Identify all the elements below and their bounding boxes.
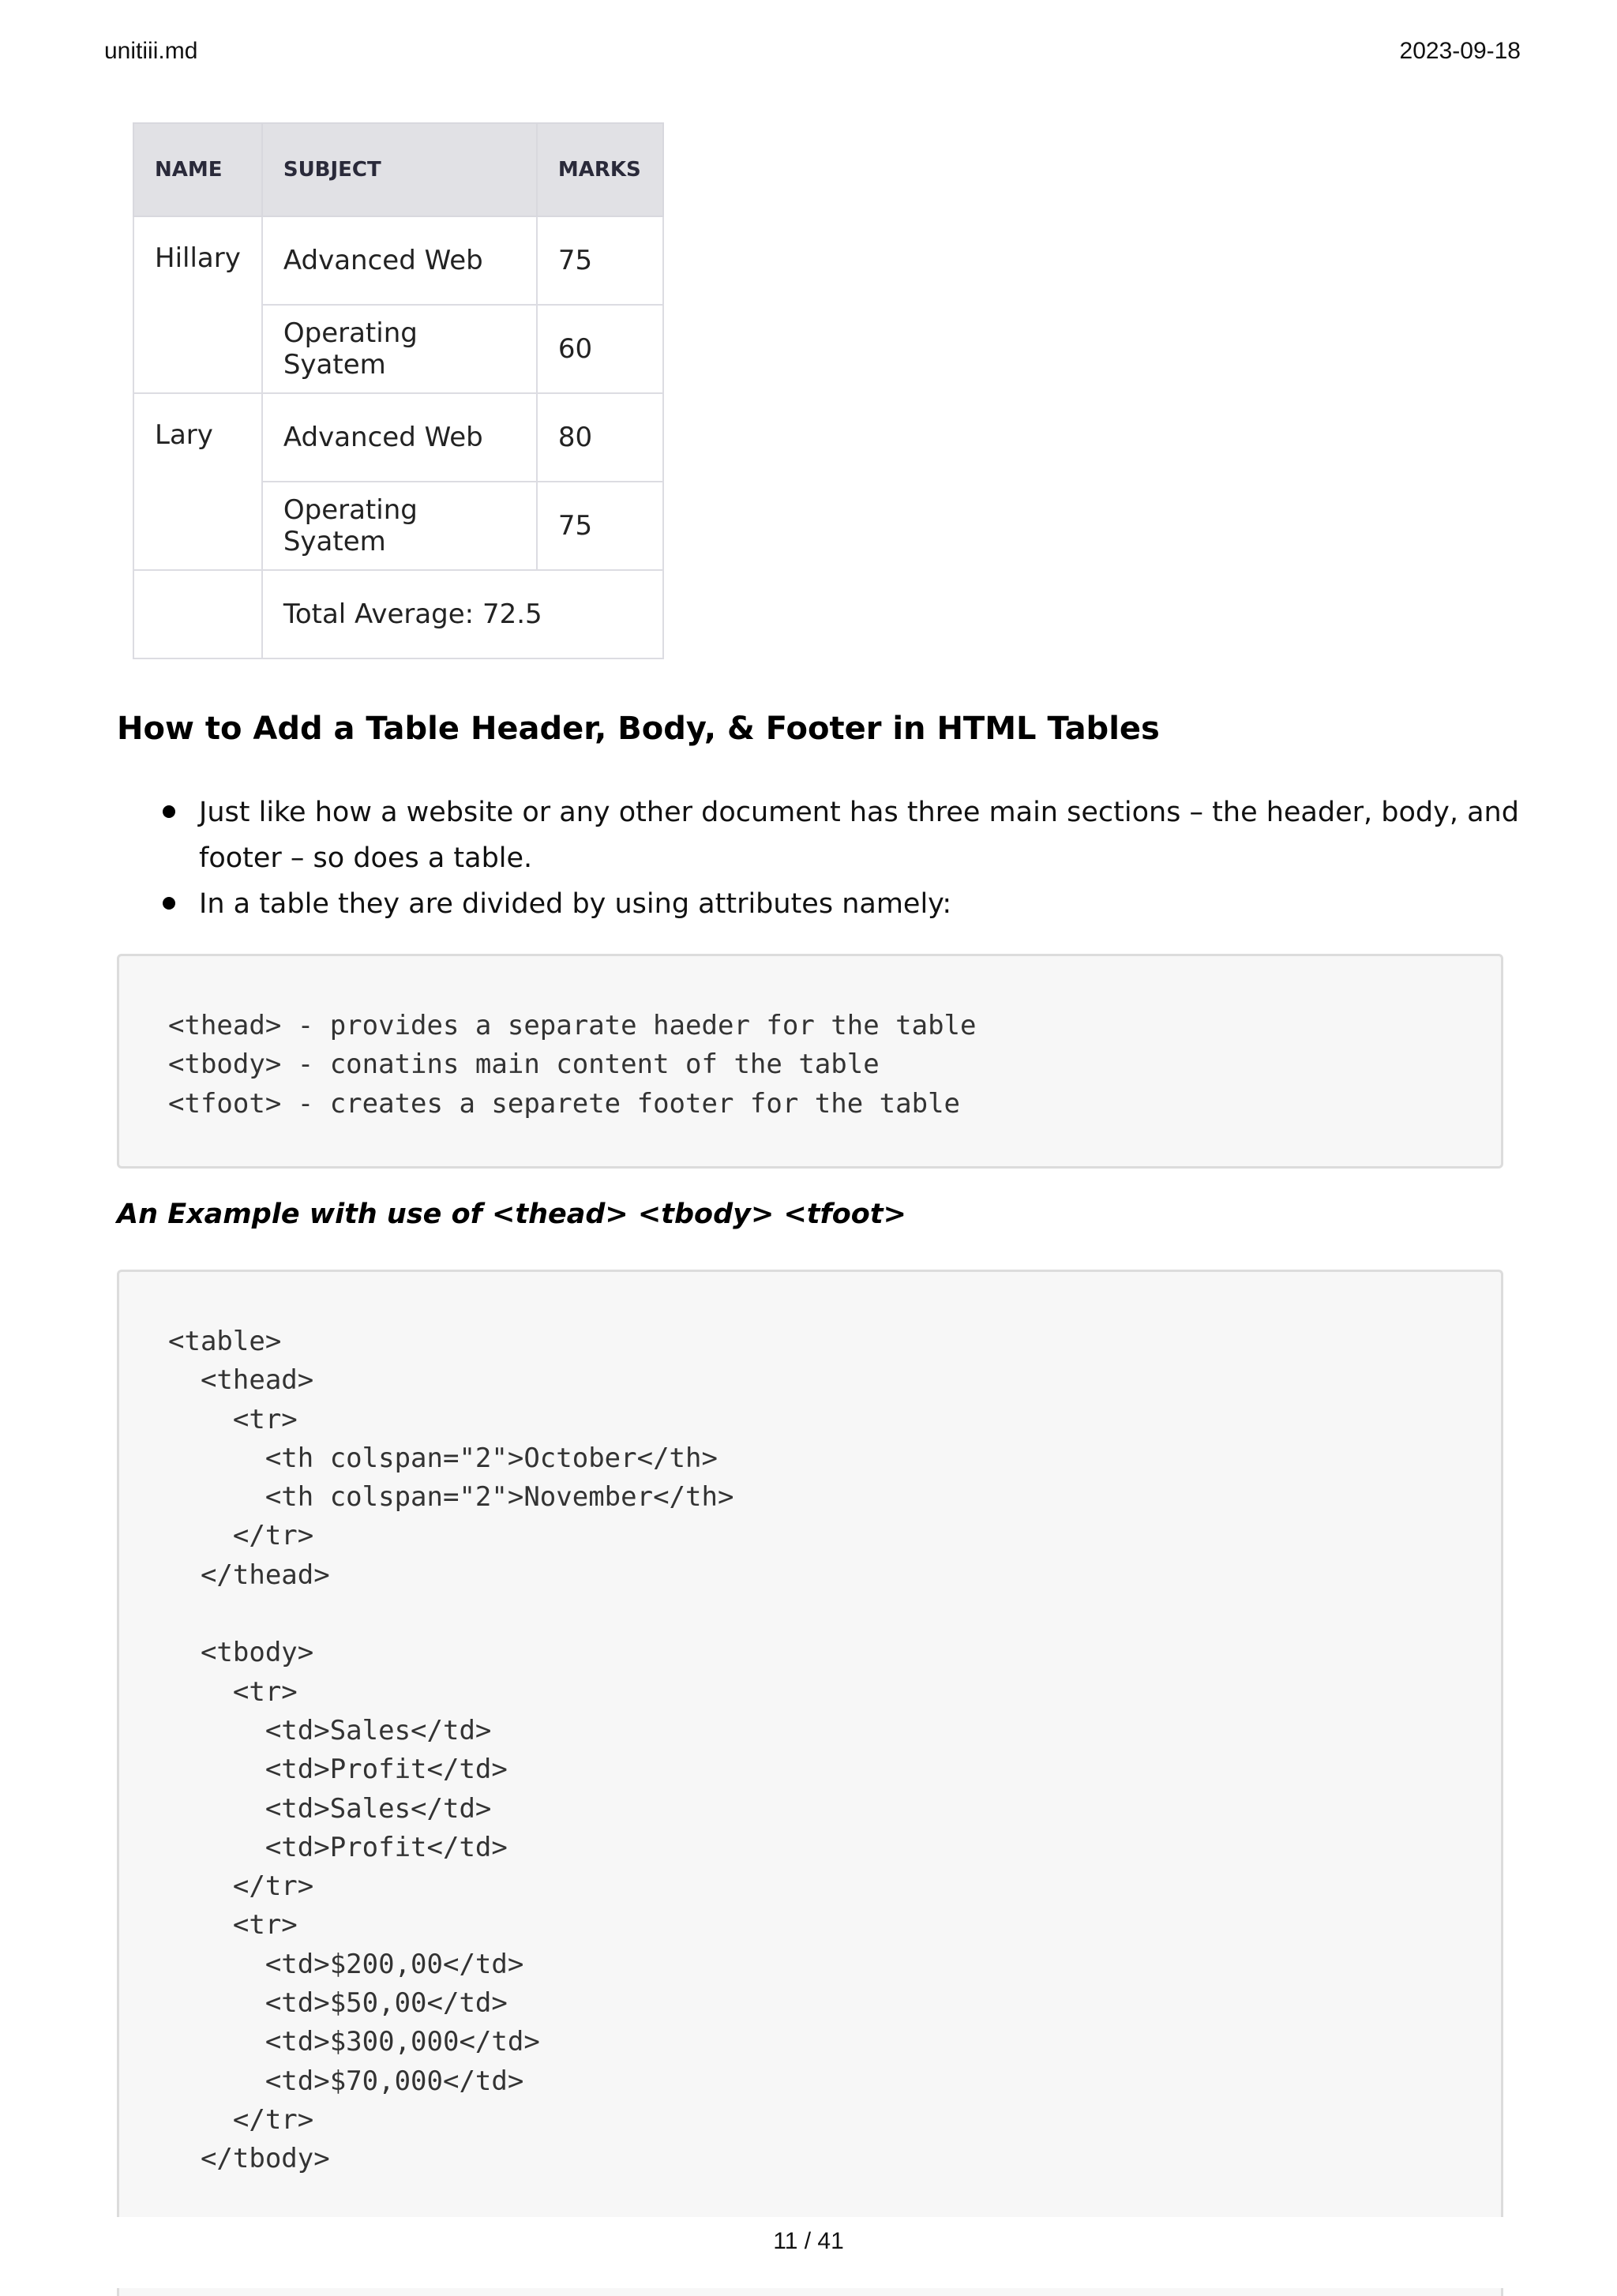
table-footer-row — [133, 570, 663, 658]
document-date: 2023-09-18 — [1399, 38, 1521, 64]
marks-table-image — [133, 122, 664, 659]
file-name: unitiii.md — [104, 38, 198, 64]
code-block-attributes: <thead> - provides a separate haeder for the table <tbody> - conatins main content of the table <tfoot> - creates a separete footer for the table — [117, 954, 1503, 1169]
bullet-icon — [163, 805, 175, 818]
running-header — [104, 38, 1521, 73]
name-cell: Lary — [133, 393, 262, 570]
column-header-marks: MARKS — [537, 123, 663, 216]
bullet-list — [117, 790, 1589, 927]
column-header-subject: SUBJECT — [262, 123, 537, 216]
table-header-row — [133, 123, 663, 216]
total-average-cell: Total Average: 72.5 — [262, 570, 663, 658]
list-item — [199, 881, 1589, 927]
list-item — [199, 790, 1589, 881]
marks-cell: 75 — [537, 216, 663, 305]
name-cell: Hillary — [133, 216, 262, 393]
column-header-name: NAME — [133, 123, 262, 216]
bullet-icon — [163, 897, 175, 910]
list-item-text: Just like how a website or any other document has three main sections – the header, body, and footer – so does a table. — [199, 797, 1519, 874]
subject-cell: Advanced Web — [262, 216, 537, 305]
subject-cell: Operating Syatem — [262, 305, 537, 393]
subject-cell: Advanced Web — [262, 393, 537, 482]
table-row — [133, 393, 663, 482]
table-row — [133, 216, 663, 305]
empty-cell — [133, 570, 262, 658]
marks-cell: 60 — [537, 305, 663, 393]
marks-cell: 75 — [537, 482, 663, 570]
marks-cell: 80 — [537, 393, 663, 482]
subject-cell: Operating Syatem — [262, 482, 537, 570]
section-heading: How to Add a Table Header, Body, & Footer in HTML Tables — [117, 711, 1160, 747]
list-item-text: In a table they are divided by using attributes namely: — [199, 888, 952, 920]
example-heading: An Example with use of <thead> <tbody> <tfoot> — [117, 1199, 906, 1230]
page-footer — [0, 2217, 1617, 2288]
marks-table — [133, 122, 664, 659]
page-number: 11 / 41 — [773, 2228, 844, 2254]
code-block-example: <table> <thead> <tr> <th colspan="2">October</th> <th colspan="2">November</th> </tr> </thead> <tbody> <tr> <td>Sales</td> <td>Profit</td> <td>Sales</td> <td>Profit</td> </tr> <tr> <td>$200,00</td> <td>$50,00</td> <td>$300,000</td> <td>$70,000</td> </tr> </tbody> — [117, 1270, 1503, 2296]
